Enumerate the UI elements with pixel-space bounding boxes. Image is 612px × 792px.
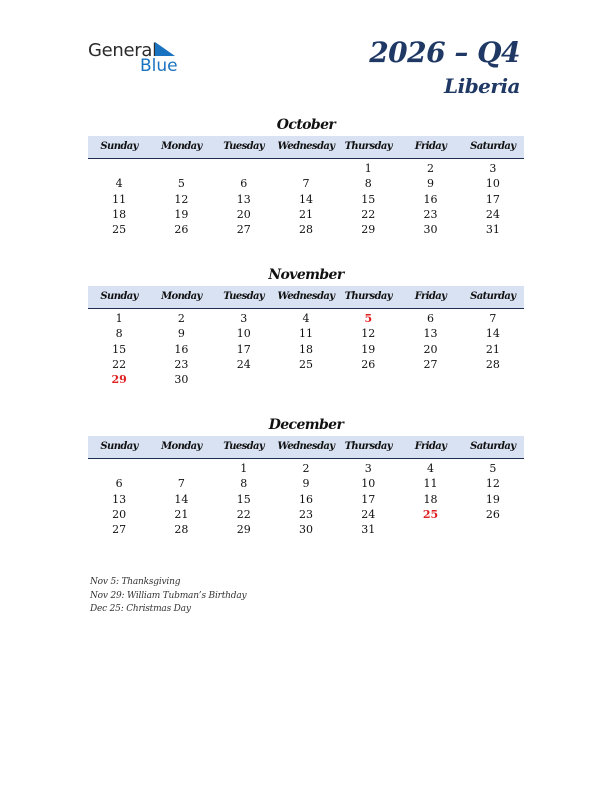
day-cell: 26 [174, 223, 189, 237]
weekday-label: Saturday [470, 291, 516, 302]
day-cell: 2 [302, 462, 310, 475]
week-row [88, 207, 524, 222]
day-cell: 5 [177, 177, 185, 191]
weekday-label: Wednesday [277, 291, 335, 302]
weekday-label: Friday [414, 291, 447, 302]
day-cell: 1 [115, 312, 123, 325]
day-cell: 21 [485, 342, 500, 356]
day-cell: 7 [177, 477, 185, 491]
day-cell: 3 [489, 162, 497, 175]
day-cell: 8 [364, 177, 372, 191]
day-cell [275, 372, 337, 387]
logo-triangle-icon [155, 42, 175, 56]
day-cell: 14 [485, 327, 500, 341]
week-row [88, 176, 524, 191]
month-title: December [268, 417, 344, 433]
day-cell: 23 [423, 207, 438, 221]
week-row [88, 222, 524, 237]
day-cell: 17 [361, 492, 376, 506]
day-cell: 2 [427, 162, 435, 175]
day-cell: 22 [361, 207, 376, 221]
day-cell: 5 [489, 462, 497, 475]
day-cell: 7 [302, 177, 310, 191]
holiday-note: Nov 5: Thanksgiving [90, 577, 181, 587]
day-cell: 14 [174, 492, 189, 506]
day-cell [399, 522, 461, 537]
day-cell: 6 [240, 177, 248, 191]
weekday-header [88, 136, 524, 159]
holiday-day-cell: 5 [364, 312, 373, 325]
day-cell: 22 [112, 357, 127, 371]
day-cell: 28 [174, 523, 189, 537]
week-row [88, 372, 524, 387]
day-cell [275, 161, 337, 176]
day-cell: 28 [298, 223, 313, 237]
day-cell: 29 [361, 223, 376, 237]
day-cell: 10 [236, 327, 251, 341]
day-cell: 11 [423, 477, 438, 491]
weekday-label: Saturday [470, 441, 516, 452]
day-cell: 11 [298, 327, 313, 341]
holiday-day-cell: 25 [422, 507, 439, 521]
day-cell: 3 [364, 462, 372, 475]
holiday-note: Dec 25: Christmas Day [90, 604, 191, 614]
weekday-header [88, 286, 524, 309]
day-cell: 19 [361, 342, 376, 356]
day-cell [213, 161, 275, 176]
day-cell: 12 [361, 327, 376, 341]
day-cell: 4 [427, 462, 435, 475]
day-cell: 24 [485, 207, 500, 221]
day-cell: 23 [298, 507, 313, 521]
day-cell: 18 [112, 207, 127, 221]
day-cell [150, 161, 212, 176]
day-cell: 30 [298, 523, 313, 537]
day-cell: 16 [174, 342, 189, 356]
day-cell: 15 [236, 492, 251, 506]
month-grid [88, 161, 524, 237]
week-row [88, 522, 524, 537]
day-cell: 20 [112, 507, 127, 521]
day-cell [88, 161, 150, 176]
day-cell: 27 [423, 357, 438, 371]
day-cell: 29 [236, 523, 251, 537]
day-cell: 26 [485, 507, 500, 521]
page-title: 2026 – Q4 [369, 36, 520, 69]
day-cell: 28 [485, 357, 500, 371]
month-title: November [268, 267, 344, 283]
day-cell: 12 [485, 477, 500, 491]
day-cell: 7 [489, 312, 497, 325]
page-subtitle: Liberia [444, 74, 520, 98]
day-cell [462, 522, 524, 537]
weekday-label: Wednesday [277, 141, 335, 152]
week-row [88, 357, 524, 372]
logo-general-text: General [88, 40, 157, 61]
weekday-label: Thursday [344, 441, 392, 452]
weekday-label: Wednesday [277, 441, 335, 452]
weekday-label: Friday [414, 141, 447, 152]
month-grid [88, 311, 524, 387]
month-title: October [276, 117, 336, 133]
day-cell: 9 [302, 477, 310, 491]
day-cell: 1 [240, 462, 248, 475]
day-cell: 20 [423, 342, 438, 356]
day-cell: 8 [240, 477, 248, 491]
week-row [88, 492, 524, 507]
month-december [88, 416, 524, 537]
day-cell [337, 372, 399, 387]
day-cell: 14 [298, 192, 313, 206]
week-row [88, 192, 524, 207]
day-cell: 25 [298, 357, 313, 371]
weekday-label: Tuesday [223, 441, 265, 452]
day-cell: 18 [423, 492, 438, 506]
weekday-label: Sunday [100, 291, 138, 302]
day-cell: 13 [112, 492, 127, 506]
day-cell: 4 [115, 177, 123, 191]
week-row [88, 311, 524, 326]
weekday-label: Tuesday [223, 291, 265, 302]
day-cell [88, 461, 150, 476]
day-cell: 11 [112, 192, 127, 206]
day-cell: 21 [174, 507, 189, 521]
holiday-day-cell: 29 [111, 373, 127, 387]
holiday-notes [90, 576, 246, 617]
week-row [88, 461, 524, 476]
weekday-label: Saturday [470, 141, 516, 152]
day-cell: 31 [361, 523, 376, 537]
day-cell: 15 [361, 192, 376, 206]
day-cell [213, 372, 275, 387]
day-cell: 31 [485, 223, 500, 237]
day-cell: 20 [236, 207, 251, 221]
week-row [88, 161, 524, 176]
day-cell: 19 [485, 492, 500, 506]
day-cell: 13 [423, 327, 438, 341]
day-cell: 1 [364, 162, 372, 175]
weekday-label: Monday [161, 291, 202, 302]
day-cell: 30 [423, 223, 438, 237]
month-october [88, 116, 524, 237]
day-cell: 16 [423, 192, 438, 206]
day-cell: 2 [177, 312, 185, 325]
day-cell: 18 [298, 342, 313, 356]
weekday-label: Friday [414, 441, 447, 452]
day-cell: 27 [112, 523, 127, 537]
day-cell: 3 [240, 312, 248, 325]
day-cell: 9 [177, 327, 185, 341]
day-cell: 17 [485, 192, 500, 206]
day-cell: 13 [236, 192, 251, 206]
day-cell: 27 [236, 223, 251, 237]
logo [88, 40, 198, 80]
day-cell: 10 [361, 477, 376, 491]
day-cell: 19 [174, 207, 189, 221]
day-cell [399, 372, 461, 387]
day-cell: 17 [236, 342, 251, 356]
weekday-label: Sunday [100, 141, 138, 152]
day-cell: 9 [427, 177, 435, 191]
day-cell: 6 [427, 312, 435, 325]
weekday-label: Thursday [344, 141, 392, 152]
day-cell: 30 [174, 373, 189, 387]
day-cell: 24 [361, 507, 376, 521]
month-grid [88, 461, 524, 537]
week-row [88, 476, 524, 491]
weekday-label: Monday [161, 141, 202, 152]
holiday-note: Nov 29: William Tubman’s Birthday [90, 590, 247, 601]
day-cell: 6 [115, 477, 123, 491]
weekday-header [88, 436, 524, 459]
day-cell: 4 [302, 312, 310, 325]
logo-blue-text: Blue [140, 56, 178, 76]
day-cell: 25 [112, 223, 127, 237]
weekday-label: Sunday [100, 441, 138, 452]
day-cell: 22 [236, 507, 251, 521]
day-cell: 24 [236, 357, 251, 371]
month-november [88, 266, 524, 387]
weekday-label: Tuesday [223, 141, 265, 152]
weekday-label: Thursday [344, 291, 392, 302]
day-cell: 26 [361, 357, 376, 371]
day-cell: 21 [298, 207, 313, 221]
day-cell: 16 [298, 492, 313, 506]
day-cell [150, 461, 212, 476]
week-row [88, 507, 524, 522]
weekday-label: Monday [161, 441, 202, 452]
day-cell: 8 [115, 327, 123, 341]
day-cell: 23 [174, 357, 189, 371]
day-cell: 12 [174, 192, 189, 206]
day-cell: 10 [485, 177, 500, 191]
day-cell: 15 [112, 342, 127, 356]
week-row [88, 342, 524, 357]
day-cell [462, 372, 524, 387]
week-row [88, 326, 524, 341]
